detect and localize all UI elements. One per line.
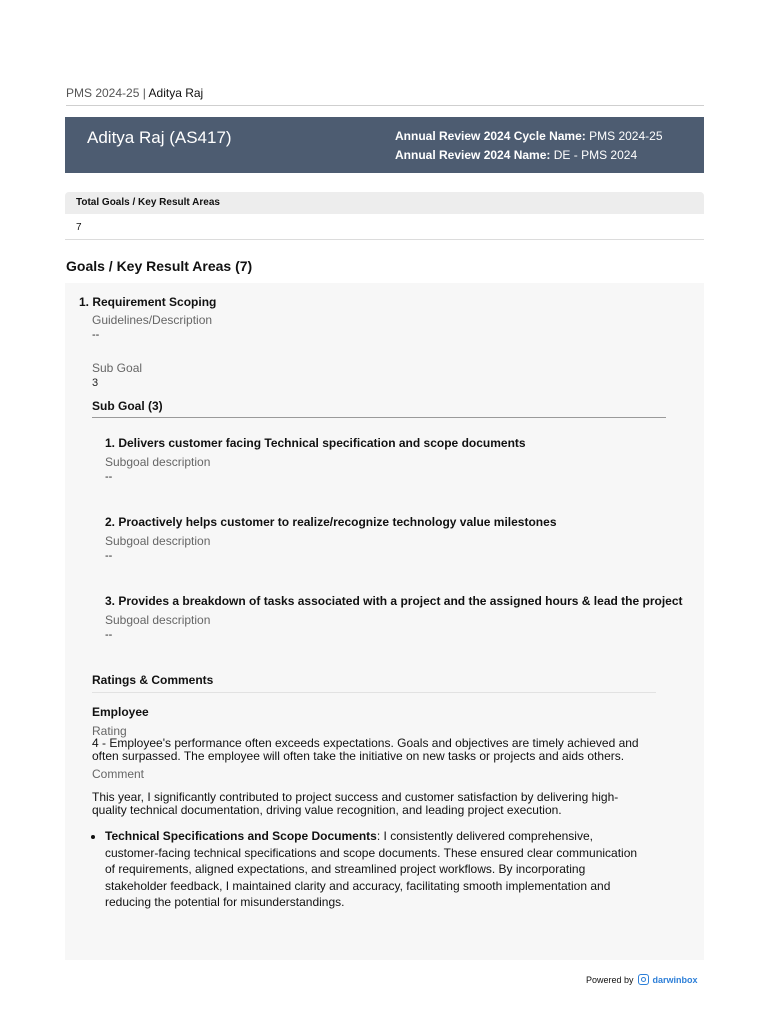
- darwinbox-logo-icon: [638, 974, 649, 985]
- total-goals-value: 7: [65, 214, 704, 240]
- total-goals-label: Total Goals / Key Result Areas: [65, 192, 704, 214]
- employee-title: Aditya Raj (AS417): [87, 128, 232, 147]
- brand-name: darwinbox: [652, 974, 698, 985]
- review-name-label: Annual Review 2024 Name:: [395, 148, 551, 162]
- bullet-title: Technical Specifications and Scope Documents: [105, 829, 377, 843]
- subgoal-desc-value: --: [105, 550, 113, 562]
- breadcrumb-separator: |: [142, 86, 146, 100]
- goal-title: 1. Requirement Scoping: [79, 295, 217, 309]
- breadcrumb-employee: Aditya Raj: [148, 86, 204, 100]
- powered-by-text: Powered by: [586, 974, 634, 985]
- comment-bullets: [105, 828, 645, 911]
- sub-goal-divider: [92, 417, 666, 418]
- subgoal-title: 2. Proactively helps customer to realize/recognize technology value milestones: [105, 515, 557, 529]
- subgoal-desc-label: Subgoal description: [105, 534, 211, 548]
- subgoal-desc-value: --: [105, 629, 113, 641]
- ratings-heading: Ratings & Comments: [92, 673, 214, 687]
- bullet-text: : I consistently delivered comprehensive, customer-facing technical specifications and scope documents. These ensured clear communication of requirements, aligned expectations, and streamlined project workflows. By incorporating stakeholder feedback, I maintained clarity and accuracy, facilitating smooth implementation and reducing the potential for misunderstandings.: [105, 829, 638, 909]
- breadcrumb-cycle[interactable]: PMS 2024-25: [66, 86, 140, 100]
- review-name-value: DE - PMS 2024: [553, 148, 638, 162]
- ratings-divider: [92, 692, 656, 693]
- goals-section-title: Goals / Key Result Areas (7): [66, 258, 253, 274]
- powered-by-footer: [586, 974, 698, 985]
- sub-goal-heading: Sub Goal (3): [92, 399, 163, 413]
- subgoal-desc-label: Subgoal description: [105, 455, 211, 469]
- sub-goal-count: 3: [92, 377, 99, 389]
- sub-goal-label: Sub Goal: [92, 361, 143, 375]
- cycle-name-value: PMS 2024-25: [589, 129, 663, 143]
- cycle-name-label: Annual Review 2024 Cycle Name:: [395, 129, 586, 143]
- goal-card: [65, 283, 704, 960]
- guidelines-value: --: [92, 329, 100, 341]
- subgoal-desc-value: --: [105, 471, 113, 483]
- total-goals-box: [65, 192, 704, 240]
- rating-value: 4 - Employee's performance often exceeds expectations. Goals and objectives are timely achieved and often surpassed. The employee will often take the initiative on new tasks or projects and aids others.: [92, 736, 639, 763]
- subgoal-title: 3. Provides a breakdown of tasks associated with a project and the assigned hours & lead the project: [105, 594, 683, 608]
- review-cycle-info: [395, 127, 663, 165]
- comment-label: Comment: [92, 767, 145, 781]
- subgoal-title: 1. Delivers customer facing Technical specification and scope documents: [105, 436, 526, 450]
- breadcrumb: [66, 86, 704, 106]
- comment-intro: This year, I significantly contributed to project success and customer satisfaction by delivering high-quality technical documentation, driving value recognition, and leading project execution.: [92, 790, 619, 817]
- rating-role: Employee: [92, 705, 149, 719]
- comment-bullet: [105, 828, 645, 911]
- rating-label: Rating: [92, 724, 127, 738]
- guidelines-label: Guidelines/Description: [92, 313, 213, 327]
- employee-header: [65, 117, 704, 173]
- subgoal-desc-label: Subgoal description: [105, 613, 211, 627]
